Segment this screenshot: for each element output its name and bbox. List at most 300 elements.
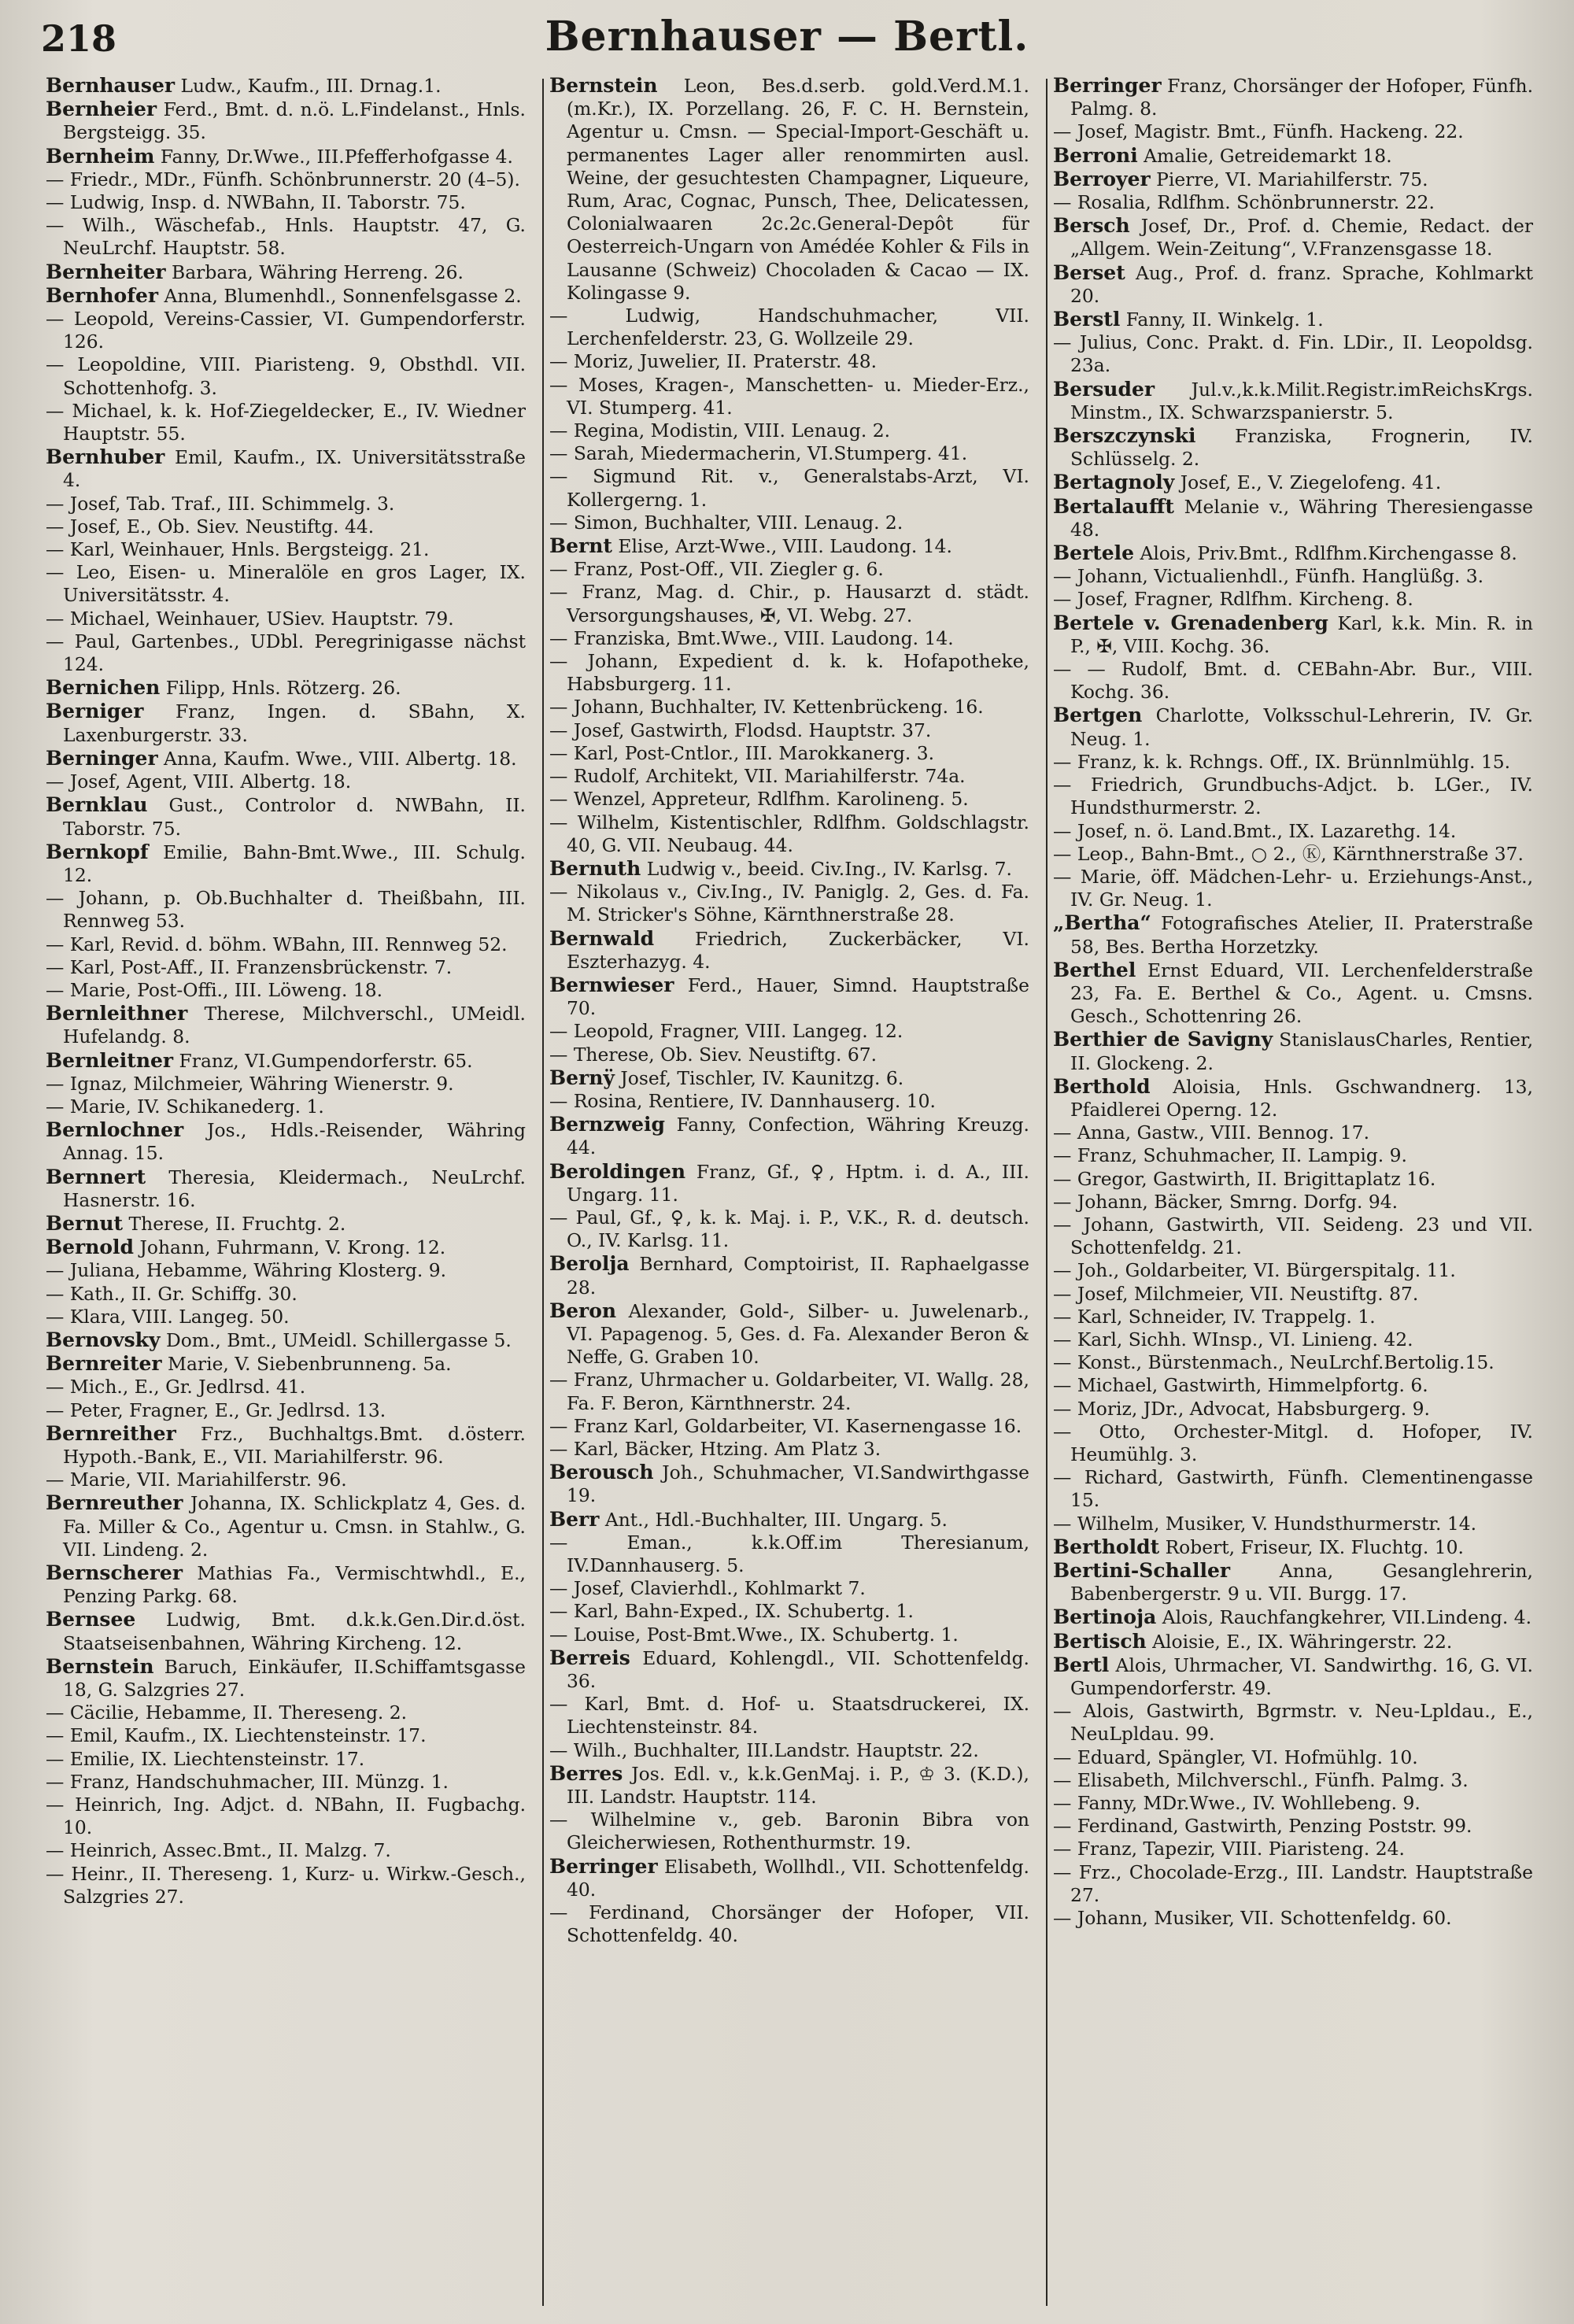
entry-details: — Karl, Schneider, IV. Trappelg. 1. [1053, 1305, 1376, 1328]
entry-surname: Bernut [46, 1211, 124, 1235]
entry-details: — Konst., Bürstenmach., NeuLrchf.Bertolig.15. [1053, 1351, 1495, 1374]
entry-details: Marie, V. Siebenbrunneng. 5a. [161, 1353, 452, 1376]
column-1 [46, 74, 526, 2309]
directory-entry [1053, 1421, 1533, 1466]
entry-surname: Bernstein [549, 74, 658, 97]
entry-details: — Regina, Modistin, VIII. Lenaug. 2. [549, 419, 891, 442]
entry-surname: Bernovsky [46, 1328, 161, 1351]
page-number: 218 [41, 17, 117, 60]
directory-entry [1053, 495, 1533, 541]
entry-details: — Rosalia, Rdlfhm. Schönbrunnerstr. 22. [1053, 191, 1435, 214]
directory-entry [1053, 1466, 1533, 1512]
entry-details: — Michael, k. k. Hof-Ziegeldecker, E., IV. Wiedner Hauptstr. 55. [46, 399, 526, 445]
directory-entry [46, 1283, 526, 1306]
entry-surname: Bernhauser [46, 74, 176, 97]
entry-surname: Bertalaufft [1053, 494, 1174, 518]
entry-details: — Karl, Post-Cntlor., III. Marokkanerg. 3. [549, 741, 935, 764]
entry-details: Johanna, IX. Schlickplatz 4, Ges. d. Fa. Miller & Co., Agentur u. Cmsn. in Stahlw., G. VII. Lindeng. 2. [63, 1492, 526, 1561]
entry-details: — Josef, Milchmeier, VII. Neustiftg. 87. [1053, 1282, 1419, 1305]
entry-surname: Bernklau [46, 793, 148, 817]
entry-details: — Michael, Weinhauer, USiev. Hauptstr. 79. [46, 607, 454, 630]
directory-entry [549, 974, 1029, 1020]
entry-surname: Bernreither [46, 1421, 176, 1445]
entry-details: — Franz, Schuhmacher, II. Lampig. 9. [1053, 1144, 1407, 1167]
directory-entry [46, 1422, 526, 1469]
entry-details: — Wilhelm, Kistentischler, Rdlfhm. Goldschlagstr. 40, G. VII. Neubaug. 44. [549, 811, 1029, 856]
entry-details: — Josef, Tab. Traf., III. Schimmelg. 3. [46, 492, 395, 515]
directory-entry [1053, 120, 1533, 143]
entry-surname: Berroni [1053, 143, 1138, 167]
directory-entry [1053, 1746, 1533, 1769]
entry-surname: Bernscherer [46, 1561, 183, 1584]
entry-details: — Leopoldine, VIII. Piaristeng. 9, Obsthdl. VII. Schottenhofg. 3. [46, 353, 526, 399]
entry-surname: Bertagnoly [1053, 471, 1175, 494]
entry-surname: Bernreuther [46, 1491, 183, 1515]
entry-details: — Moriz, Juwelier, II. Praterstr. 48. [549, 350, 878, 373]
entry-details: — Rosina, Rentiere, IV. Dannhauserg. 10. [549, 1089, 936, 1112]
directory-entry [549, 1624, 1029, 1646]
directory-entry [549, 419, 1029, 442]
entry-surname: Bernichen [46, 676, 161, 700]
directory-entry [1053, 191, 1533, 214]
entry-details: — Anna, Gastw., VIII. Bennog. 17. [1053, 1121, 1370, 1144]
entry-details: — Friedr., MDr., Fünfh. Schönbrunnerstr. 20 (4–5). [46, 168, 520, 190]
directory-entry [1053, 424, 1533, 471]
directory-entry [549, 1044, 1029, 1066]
entry-details: Elise, Arzt-Wwe., VIII. Laudong. 14. [611, 535, 952, 558]
entry-details: Dom., Bmt., UMeidl. Schillergasse 5. [160, 1328, 512, 1351]
directory-entry [549, 788, 1029, 811]
entry-details: — Emil, Kaufm., IX. Liechtensteinstr. 17. [46, 1724, 427, 1747]
directory-entry [1053, 1838, 1533, 1860]
entry-details: — Paul, Gartenbes., UDbl. Peregrinigasse nächst 124. [46, 630, 526, 676]
entry-details: Amalie, Getreidemarkt 18. [1137, 144, 1392, 167]
directory-entry [1053, 1214, 1533, 1259]
directory-entry [549, 512, 1029, 534]
directory-entry [46, 1002, 526, 1048]
entry-details: Alois, Priv.Bmt., Rdlfhm.Kirchengasse 8. [1134, 542, 1517, 565]
entry-surname: Beroldingen [549, 1159, 686, 1183]
directory-entry [1053, 866, 1533, 911]
entry-details: — Wilhelmine v., geb. Baronin Bibra von Gleicherwiesen, Rothenthurmstr. 19. [549, 1809, 1029, 1854]
entry-details: — Josef, Clavierhdl., Kohlmarkt 7. [549, 1577, 866, 1600]
entry-surname: Berringer [1053, 74, 1162, 97]
entry-details: — Ignaz, Milchmeier, Währing Wienerstr. 9. [46, 1072, 454, 1095]
entry-details: — Ferdinand, Chorsänger der Hofoper, VII. Schottenfeldg. 40. [549, 1901, 1029, 1947]
directory-entry [1053, 1328, 1533, 1351]
entry-details: Anna, Blumenhdl., Sonnenfelsgasse 2. [158, 284, 522, 307]
entry-details: Bernhard, Comptoirist, II. Raphaelgasse 28. [567, 1253, 1029, 1299]
directory-entry [46, 1049, 526, 1073]
directory-entry [1053, 588, 1533, 611]
entry-details: Ferd., Bmt. d. n.ö. L.Findelanst., Hnls. Bergsteigg. 35. [63, 98, 526, 144]
entry-details: Josef, E., V. Ziegelofeng. 41. [1174, 471, 1442, 494]
entry-surname: Bernzweig [549, 1113, 665, 1136]
entry-surname: Bernlochner [46, 1118, 184, 1142]
entry-details: Franz, Ingen. d. SBahn, X. Laxenburgerstr. 33. [63, 700, 526, 746]
entry-details: Theresia, Kleidermach., NeuLrchf. Hasnerstr. 16. [63, 1166, 526, 1211]
directory-entry [549, 650, 1029, 696]
directory-entry [1053, 751, 1533, 774]
entry-details: — Wilh., Wäschefab., Hnls. Hauptstr. 47, G. NeuLrchf. Hauptstr. 58. [46, 214, 526, 260]
directory-entry [46, 1259, 526, 1282]
entry-details: — Franz, Post-Off., VII. Ziegler g. 6. [549, 558, 884, 581]
directory-entry [549, 1577, 1029, 1600]
directory-entry [46, 515, 526, 538]
entry-details: Josef, Dr., Prof. d. Chemie, Redact. der „Allgem. Wein-Zeitung“, V.Franzensgasse 18. [1070, 215, 1533, 260]
directory-entry [1053, 1306, 1533, 1328]
entry-details: — Johann, Gastwirth, VII. Seideng. 23 und VII. Schottenfeldg. 21. [1053, 1213, 1533, 1259]
entry-details: — Leo, Eisen- u. Mineralöle en gros Lager, IX. Universitätsstr. 4. [46, 561, 526, 607]
entry-details: — Moses, Kragen-, Manschetten- u. Mieder-Erz., VI. Stumperg. 41. [549, 373, 1029, 419]
directory-entry [46, 284, 526, 308]
entry-details: — Wilhelm, Musiker, V. Hundsthurmerstr. 14. [1053, 1512, 1477, 1535]
entry-details: Ludwig, Bmt. d.k.k.Gen.Dir.d.öst. Staatseisenbahnen, Währing Kircheng. 12. [63, 1609, 526, 1654]
entry-details: — Karl, Post-Aff., II. Franzensbrückenstr. 7. [46, 955, 453, 978]
directory-entry [1053, 1283, 1533, 1306]
directory-entry [1053, 1815, 1533, 1838]
directory-entry [549, 1461, 1029, 1507]
directory-entry [1053, 611, 1533, 658]
entry-surname: Bernleitner [46, 1048, 174, 1072]
entry-surname: Bertele v. Grenadenberg [1053, 611, 1328, 634]
entry-surname: Berthold [1053, 1074, 1151, 1098]
entry-details: Joh., Schuhmacher, VI.Sandwirthgasse 19. [567, 1461, 1029, 1507]
entry-details: — Franz Karl, Goldarbeiter, VI. Kasernengasse 16. [549, 1414, 1022, 1437]
entry-surname: Bernheier [46, 98, 157, 121]
entry-details: — Louise, Post-Bmt.Wwe., IX. Schubertg. 1. [549, 1623, 959, 1646]
directory-entry [46, 1655, 526, 1701]
entry-details: — Marie, öff. Mädchen-Lehr- u. Erziehungs-Anst., IV. Gr. Neug. 1. [1053, 865, 1533, 911]
directory-entry [46, 1771, 526, 1794]
directory-entry [46, 1399, 526, 1422]
directory-entry [1053, 144, 1533, 168]
entry-details: — Johann, Bäcker, Smrng. Dorfg. 94. [1053, 1190, 1398, 1213]
entry-details: — Franz, Mag. d. Chir., p. Hausarzt d. städt. Versorgungshauses, ✠, VI. Webg. 27. [549, 581, 1029, 626]
directory-entry [46, 793, 526, 840]
entry-details: — Klara, VIII. Langeg. 50. [46, 1305, 290, 1328]
entry-details: — Juliana, Hebamme, Währing Klosterg. 9. [46, 1259, 447, 1282]
entry-details: — Eman., k.k.Off.im Theresianum, IV.Dannhauserg. 5. [549, 1531, 1029, 1576]
entry-details: Franz, Gf., ♀, Hptm. i. d. A., III. Ungarg. 11. [567, 1160, 1029, 1206]
directory-entry [549, 742, 1029, 765]
entry-surname: Berr [549, 1507, 600, 1531]
directory-entry [1053, 1144, 1533, 1167]
directory-entry [46, 1328, 526, 1352]
entry-surname: Berszczynski [1053, 424, 1196, 448]
directory-columns [46, 74, 1533, 2309]
directory-entry [46, 700, 526, 746]
directory-entry [549, 1299, 1029, 1369]
entry-details: — Franz, Tapezir, VIII. Piaristeng. 24. [1053, 1838, 1405, 1860]
directory-entry [46, 1748, 526, 1771]
entry-details: StanislausCharles, Rentier, II. Glockeng. 2. [1070, 1029, 1533, 1074]
entry-surname: Bernsee [46, 1608, 136, 1631]
entry-details: — Wenzel, Appreteur, Rdlfhm. Karolineng. 5. [549, 788, 969, 811]
directory-entry [46, 956, 526, 979]
directory-entry [46, 561, 526, 607]
entry-details: Ludw., Kaufm., III. Drnag.1. [175, 75, 442, 97]
directory-entry [46, 145, 526, 168]
entry-details: Therese, II. Fruchtg. 2. [123, 1212, 346, 1235]
directory-entry [1053, 1259, 1533, 1282]
entry-details: Fanny, Confection, Währing Kreuzg. 44. [567, 1114, 1029, 1159]
entry-details: Franz, Chorsänger der Hofoper, Fünfh. Palmg. 8. [1070, 75, 1533, 120]
entry-details: Melanie v., Währing Theresiengasse 48. [1070, 495, 1533, 541]
entry-surname: Berres [549, 1761, 623, 1785]
entry-surname: Berstl [1053, 308, 1121, 331]
directory-entry [46, 676, 526, 700]
entry-details: — Karl, Bäcker, Htzing. Am Platz 3. [549, 1437, 881, 1460]
column-2 [549, 74, 1029, 2309]
entry-details: — Ludwig, Insp. d. NWBahn, II. Taborstr. 75. [46, 191, 466, 214]
directory-entry [1053, 1028, 1533, 1074]
directory-entry [46, 887, 526, 933]
directory-entry [46, 1095, 526, 1118]
entry-details: — Elisabeth, Milchverschl., Fünfh. Palmg. 3. [1053, 1768, 1469, 1791]
directory-entry [46, 98, 526, 144]
entry-details: — Fanny, MDr.Wwe., IV. Wohllebeng. 9. [1053, 1792, 1421, 1815]
page-header [0, 5, 1574, 68]
entry-details: — Richard, Gastwirth, Fünfh. Clementinengasse 15. [1053, 1466, 1533, 1512]
entry-details: Friedrich, Zuckerbäcker, VI. Eszterhazyg. 4. [567, 927, 1029, 973]
entry-details: — Leopold, Fragner, VIII. Langeg. 12. [549, 1020, 903, 1043]
entry-details: Filipp, Hnls. Rötzerg. 26. [160, 677, 401, 700]
directory-entry [549, 1739, 1029, 1762]
entry-details: — Franziska, Bmt.Wwe., VIII. Laudong. 14. [549, 626, 954, 649]
directory-entry [46, 1073, 526, 1095]
entry-surname: Bersuder [1053, 377, 1155, 401]
directory-entry [1053, 704, 1533, 750]
directory-entry [1053, 911, 1533, 958]
entry-details: — Marie, IV. Schikanederg. 1. [46, 1095, 324, 1118]
entry-details: — Mich., E., Gr. Jedlrsd. 41. [46, 1376, 306, 1398]
directory-entry [549, 305, 1029, 350]
directory-entry [549, 1762, 1029, 1809]
entry-details: — Karl, Bmt. d. Hof- u. Staatsdruckerei, IX. Liechtensteinstr. 84. [549, 1693, 1029, 1738]
entry-details: — Franz, k. k. Rchngs. Off., IX. Brünnlmühlg. 15. [1053, 750, 1511, 773]
entry-details: — Karl, Weinhauer, Hnls. Bergsteigg. 21. [46, 538, 430, 561]
directory-entry [46, 630, 526, 676]
entry-details: Eduard, Kohlengdl., VII. Schottenfeldg. 36. [567, 1646, 1029, 1693]
directory-entry [1053, 1374, 1533, 1397]
directory-entry [549, 1090, 1029, 1113]
entry-details: Ludwig v., beeid. Civ.Ing., IV. Karlsg. 7. [641, 857, 1012, 880]
directory-entry [1053, 774, 1533, 819]
directory-entry [549, 696, 1029, 719]
directory-entry [46, 1352, 526, 1376]
directory-entry [46, 1212, 526, 1236]
entry-details: — Josef, Agent, VIII. Albertg. 18. [46, 770, 352, 793]
directory-entry [549, 1901, 1029, 1947]
entry-details: — Eduard, Spängler, VI. Hofmühlg. 10. [1053, 1746, 1418, 1768]
entry-details: Alexander, Gold-, Silber- u. Juwelenarb., VI. Papagenog. 5, Ges. d. Fa. Alexander Beron & Neffe, G. Graben 10. [567, 1299, 1029, 1369]
entry-surname: Berolja [549, 1252, 630, 1276]
entry-surname: Bernhofer [46, 283, 159, 307]
directory-entry [46, 168, 526, 191]
directory-entry [1053, 1535, 1533, 1559]
directory-entry [549, 1438, 1029, 1461]
directory-entry [1053, 261, 1533, 308]
directory-entry [1053, 1351, 1533, 1374]
directory-entry [1053, 959, 1533, 1029]
directory-entry [46, 747, 526, 770]
entry-details: Jos. Edl. v., k.k.GenMaj. i. P., ♔ 3. (K.D.), III. Landstr. Hauptstr. 114. [567, 1762, 1029, 1809]
directory-entry [1053, 1700, 1533, 1746]
entry-surname: Bertholdt [1053, 1535, 1160, 1558]
entry-details: — Johann, p. Ob.Buchhalter d. Theißbahn, III. Rennweg 53. [46, 887, 526, 933]
entry-details: Fanny, II. Winkelg. 1. [1120, 309, 1324, 331]
entry-details: Aloisie, E., IX. Währingerstr. 22. [1146, 1630, 1453, 1653]
directory-entry [46, 1118, 526, 1165]
entry-details: Leon, Bes.d.serb. gold.Verd.M.1. (m.Kr.), IX. Porzellang. 26, F. C. H. Bernstein, Agentur u. Cmsn. — Special-Import-Geschäft u. permanentes Lager aller renommirten ausl. Weine, der gesuchtesten Champagner, Liqueure, Rum, Arac, Cognac, Punsch, Thee, Delicatessen, Colonialwaaren 2c.2c.General-Depôt für Oesterreich-Ungarn von Amédée Kohler & Fils in Lausanne (Schweiz) Chocoladen & Cacao — IX. Kolingasse 9. [567, 75, 1029, 304]
entry-details: — Leopold, Vereins-Cassier, VI. Gumpendorferstr. 126. [46, 308, 526, 353]
entry-details: Gust., Controlor d. NWBahn, II. Taborstr. 75. [63, 794, 526, 840]
entry-surname: Berroyer [1053, 167, 1151, 190]
entry-details: — Sigmund Rit. v., Generalstabs-Arzt, VI. Kollergerng. 1. [549, 465, 1029, 511]
directory-entry [1053, 820, 1533, 843]
directory-entry [549, 1508, 1029, 1531]
directory-entry [1053, 378, 1533, 424]
entry-details: — Josef, Fragner, Rdlfhm. Kircheng. 8. [1053, 588, 1413, 611]
entry-details: Franz, VI.Gumpendorferstr. 65. [173, 1049, 473, 1072]
directory-entry [1053, 1075, 1533, 1121]
entry-surname: Berthier de Savigny [1053, 1028, 1273, 1051]
entry-details: — Karl, Revid. d. böhm. WBahn, III. Rennweg 52. [46, 933, 508, 955]
entry-details: — Gregor, Gastwirth, II. Brigittaplatz 16. [1053, 1167, 1436, 1190]
entry-details: — Joh., Goldarbeiter, VI. Bürgerspitalg. 11. [1053, 1259, 1456, 1282]
directory-entry [549, 1252, 1029, 1299]
directory-entry [1053, 565, 1533, 588]
entry-details: — Heinrich, Assec.Bmt., II. Malzg. 7. [46, 1839, 391, 1862]
entry-details: Mathias Fa., Vermischtwhdl., E., Penzing Parkg. 68. [63, 1562, 526, 1608]
directory-entry [549, 881, 1029, 926]
directory-entry [46, 1839, 526, 1862]
directory-entry [1053, 1121, 1533, 1144]
entry-surname: Bernheiter [46, 260, 166, 283]
directory-entry [46, 1794, 526, 1839]
directory-entry [549, 627, 1029, 650]
directory-entry [1053, 1630, 1533, 1653]
entry-details: Barbara, Währing Herreng. 26. [165, 260, 464, 283]
directory-entry [46, 1608, 526, 1654]
directory-entry [46, 1863, 526, 1908]
directory-entry [549, 1600, 1029, 1623]
entry-surname: Bernreiter [46, 1352, 162, 1376]
entry-surname: Bernnert [46, 1165, 146, 1188]
entry-surname: Berninger [46, 746, 158, 770]
directory-entry [549, 442, 1029, 465]
entry-surname: Beron [549, 1299, 617, 1322]
entry-details: — Johann, Victualienhdl., Fünfh. Hanglüßg. 3. [1053, 565, 1484, 588]
directory-entry [46, 538, 526, 561]
column-3 [1053, 74, 1533, 2309]
directory-entry [46, 445, 526, 492]
entry-details: Therese, Milchverschl., UMeidl. Hufelandg. 8. [63, 1003, 526, 1048]
directory-entry [46, 191, 526, 214]
entry-details: — Leop., Bahn-Bmt., ○ 2., Ⓚ, Kärnthnerstraße 37. [1053, 842, 1524, 865]
entry-details: — Ludwig, Handschuhmacher, VII. Lerchenfelderstr. 23, G. Wollzeile 29. [549, 305, 1029, 350]
entry-details: — Johann, Buchhalter, IV. Kettenbrückeng. 16. [549, 696, 984, 719]
entry-details: — Nikolaus v., Civ.Ing., IV. Paniglg. 2, Ges. d. Fa. M. Stricker's Söhne, Kärnthnerstraße 28. [549, 881, 1029, 926]
directory-entry [549, 857, 1029, 881]
entry-surname: Bertele [1053, 541, 1135, 565]
directory-entry [1053, 1653, 1533, 1700]
entry-surname: Bertl [1053, 1653, 1110, 1676]
directory-entry [549, 1206, 1029, 1252]
entry-details: Anna, Gesanglehrerin, Babenbergerstr. 9 u. VII. Burgg. 17. [1070, 1560, 1533, 1605]
entry-details: Anna, Kaufm. Wwe., VIII. Albertg. 18. [157, 747, 517, 770]
directory-entry [549, 1020, 1029, 1043]
entry-surname: Bertgen [1053, 704, 1143, 727]
entry-details: — Franz, Uhrmacher u. Goldarbeiter, VI. Wallg. 28, Fa. F. Beron, Kärnthnerstr. 24. [549, 1369, 1029, 1414]
directory-entry [46, 493, 526, 515]
entry-details: — — Rudolf, Bmt. d. CEBahn-Abr. Bur., VIII. Kochg. 36. [1053, 658, 1533, 704]
entry-details: — Kath., II. Gr. Schiffg. 30. [46, 1282, 297, 1305]
entry-details: Ernst Eduard, VII. Lerchenfelderstraße 23, Fa. E. Berthel & Co., Agent. u. Cmsns. Gesch., Schottenring 26. [1070, 959, 1533, 1028]
directory-entry [549, 927, 1029, 974]
directory-entry [549, 1855, 1029, 1901]
entry-surname: Bernleithner [46, 1002, 188, 1025]
directory-entry [549, 1809, 1029, 1854]
directory-entry [549, 1113, 1029, 1159]
entry-details: — Otto, Orchester-Mitgl. d. Hofoper, IV. Heumühlg. 3. [1053, 1420, 1533, 1465]
entry-surname: Bersch [1053, 214, 1130, 238]
directory-entry [549, 719, 1029, 742]
entry-details: — Johann, Musiker, VII. Schottenfeldg. 60. [1053, 1907, 1452, 1930]
entry-details: — Johann, Expedient d. k. k. Hofapotheke, Habsburgerg. 11. [549, 650, 1029, 696]
entry-details: Elisabeth, Wollhdl., VII. Schottenfeldg. 40. [567, 1855, 1029, 1901]
entry-details: Alois, Uhrmacher, VI. Sandwirthg. 16, G. VI. Gumpendorferstr. 49. [1070, 1653, 1533, 1700]
directory-entry [46, 1701, 526, 1724]
entry-details: Alois, Rauchfangkehrer, VII.Lindeng. 4. [1156, 1606, 1532, 1629]
directory-entry [46, 1561, 526, 1608]
entry-details: Charlotte, Volksschul-Lehrerin, IV. Gr. Neug. 1. [1070, 704, 1533, 750]
entry-surname: Bernuth [549, 856, 641, 880]
entry-details: Jul.v.,k.k.Milit.Registr.imReichsKrgs. Minstm., IX. Schwarzspanierstr. 5. [1070, 378, 1533, 423]
entry-surname: Bernÿ [549, 1066, 615, 1089]
entry-details: — Alois, Gastwirth, Bgrmstr. v. Neu-Lpldau., E., NeuLpldau. 99. [1053, 1700, 1533, 1746]
directory-entry [46, 1236, 526, 1259]
directory-entry [1053, 74, 1533, 120]
directory-entry [46, 608, 526, 630]
entry-details: Fanny, Dr.Wwe., III.Pfefferhofgasse 4. [154, 145, 513, 168]
entry-surname: Berthel [1053, 958, 1136, 981]
entry-details: — Peter, Fragner, E., Gr. Jedlrsd. 13. [46, 1398, 386, 1421]
entry-details: Emilie, Bahn-Bmt.Wwe., III. Schulg. 12. [63, 841, 526, 886]
directory-entry [46, 74, 526, 98]
entry-details: — Josef, E., Ob. Siev. Neustiftg. 44. [46, 515, 375, 538]
entry-details: Fotografisches Atelier, II. Praterstraße 58, Bes. Bertha Horzetzky. [1070, 912, 1533, 958]
directory-entry [46, 979, 526, 1002]
directory-entry [549, 1415, 1029, 1438]
directory-entry [549, 1066, 1029, 1090]
directory-entry [1053, 1861, 1533, 1907]
directory-entry [1053, 1907, 1533, 1930]
entry-details: — Franz, Handschuhmacher, III. Münzg. 1. [46, 1770, 449, 1793]
entry-surname: Bernkopf [46, 840, 149, 863]
entry-details: — Moriz, JDr., Advocat, Habsburgerg. 9. [1053, 1397, 1430, 1420]
directory-entry [1053, 308, 1533, 331]
entry-surname: „Bertha“ [1053, 911, 1151, 935]
directory-entry [46, 214, 526, 260]
entry-details: — Josef, Magistr. Bmt., Fünfh. Hackeng. 22. [1053, 120, 1464, 143]
entry-surname: Bernold [46, 1236, 135, 1259]
directory-entry [46, 1724, 526, 1747]
entry-details: — Marie, VII. Mariahilferstr. 96. [46, 1469, 347, 1491]
directory-entry [1053, 658, 1533, 704]
entry-details: Josef, Tischler, IV. Kaunitzg. 6. [614, 1066, 904, 1089]
